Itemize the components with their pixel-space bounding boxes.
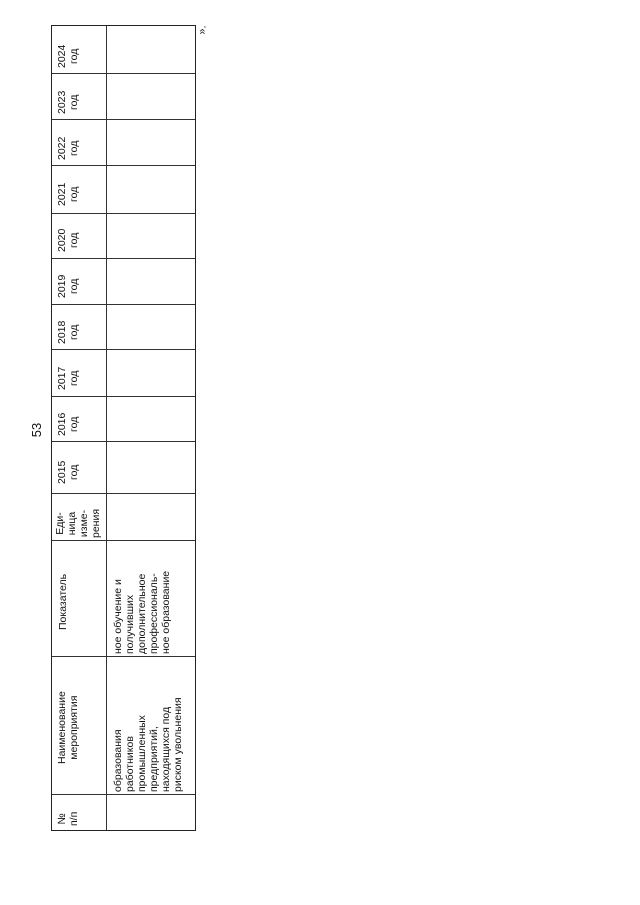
- col-divider: [52, 213, 195, 214]
- col-divider: [52, 656, 195, 657]
- header-indicator: Показатель: [57, 573, 69, 630]
- header-2018: 2018 год: [56, 320, 80, 344]
- header-row-divider: [106, 26, 107, 830]
- col-divider: [52, 119, 195, 120]
- header-2022: 2022 год: [56, 136, 80, 160]
- header-2019: 2019 год: [56, 274, 80, 298]
- closing-quote-mark: ».: [196, 25, 209, 35]
- col-divider: [52, 396, 195, 397]
- header-2024: 2024 год: [56, 44, 80, 68]
- header-number: № п/п: [56, 811, 80, 826]
- col-divider: [52, 258, 195, 259]
- header-2015: 2015 год: [56, 460, 80, 484]
- col-divider: [52, 304, 195, 305]
- header-2016: 2016 год: [56, 412, 80, 436]
- col-divider: [52, 794, 195, 795]
- col-divider: [52, 441, 195, 442]
- page-number: 53: [29, 422, 44, 438]
- col-divider: [52, 540, 195, 541]
- col-divider: [52, 349, 195, 350]
- data-table: [51, 25, 196, 831]
- header-event-name: Наименование мероприятия: [56, 691, 80, 764]
- header-2023: 2023 год: [56, 90, 80, 114]
- col-divider: [52, 165, 195, 166]
- row-event-name: образования работников промышленных предприятий, находящихся под риском увольнения: [112, 697, 184, 792]
- header-2017: 2017 год: [56, 366, 80, 390]
- header-2020: 2020 год: [56, 228, 80, 252]
- row-indicator: ное обучение и получивших дополнительное профессиональ- ное образование: [112, 570, 172, 654]
- header-unit: Еди- ница изме- рения: [54, 508, 102, 538]
- header-2021: 2021 год: [56, 182, 80, 206]
- col-divider: [52, 493, 195, 494]
- col-divider: [52, 73, 195, 74]
